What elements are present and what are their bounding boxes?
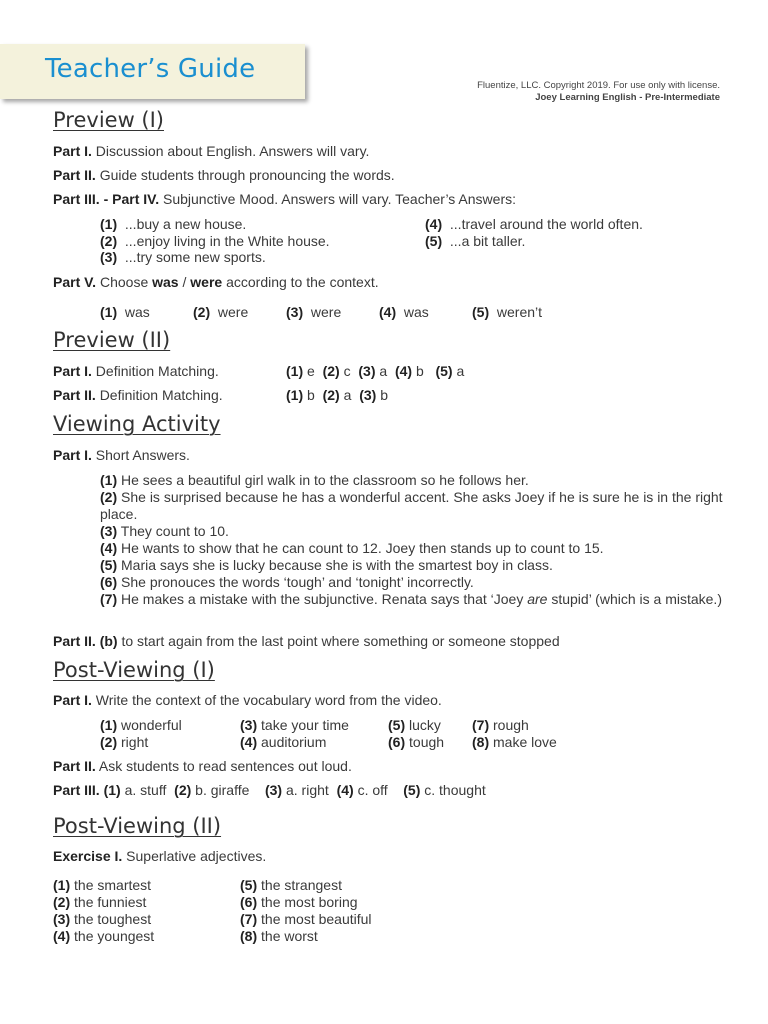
list-item: (5) Maria says she is lucky because she is with the smartest boy in class.	[100, 557, 553, 573]
list-item: (1) was	[100, 304, 150, 320]
viewing-answers	[100, 472, 730, 608]
list-item: (1) wonderful	[100, 717, 182, 733]
course-name: Joey Learning English - Pre-Intermediate	[535, 92, 720, 103]
preview2-part1: Part I. Definition Matching.	[53, 363, 219, 379]
page-title: Teacher’s Guide	[45, 54, 256, 84]
preview1-part1: Part I. Discussion about English. Answers will vary.	[53, 143, 370, 159]
list-item: (5) the strangest	[240, 877, 342, 893]
list-item: (5) weren’t	[472, 304, 543, 320]
list-item: (7) the most beautiful	[240, 911, 372, 927]
list-item: (4) auditorium	[240, 734, 327, 750]
copyright-block	[477, 80, 720, 104]
list-item: (3) were	[286, 304, 342, 320]
list-item: (2) the funniest	[53, 894, 147, 910]
list-item: (2) were	[193, 304, 249, 320]
list-item: (5) lucky	[388, 717, 441, 733]
list-item: (2) right	[100, 734, 149, 750]
heading-preview-2: Preview (II)	[53, 328, 171, 352]
preview2-part2: Part II. Definition Matching.	[53, 387, 223, 403]
list-item: (4) was	[379, 304, 429, 320]
list-item: (2) She is surprised because he has a wonderful accent. She asks Joey if he is sure he is in the right place.	[100, 489, 723, 522]
list-item: (3) They count to 10.	[100, 523, 229, 539]
post1-part3: Part III. (1) a. stuff (2) b. giraffe (3) a. right (4) c. off (5) c. thought	[53, 782, 486, 798]
list-item: (4) He wants to show that he can count to 12. Joey then stands up to count to 15.	[100, 540, 604, 556]
heading-post-viewing-2: Post-Viewing (II)	[53, 814, 222, 838]
heading-preview-1: Preview (I)	[53, 108, 164, 132]
list-item: (6) She pronouces the words ‘tough’ and ‘tonight’ incorrectly.	[100, 574, 474, 590]
list-item: (4) ...travel around the world often.	[425, 216, 643, 232]
list-item: (1) ...buy a new house.	[100, 216, 247, 232]
list-item: (7) He makes a mistake with the subjunctive. Renata says that ‘Joey are stupid’ (which is a mistake.)	[100, 591, 722, 607]
post1-part2: Part II. Ask students to read sentences out loud.	[53, 758, 352, 774]
list-item: (3) ...try some new sports.	[100, 249, 266, 265]
list-item: (6) tough	[388, 734, 445, 750]
list-item: (3) take your time	[240, 717, 349, 733]
list-item: (1) the smartest	[53, 877, 152, 893]
list-item: (5) ...a bit taller.	[425, 233, 526, 249]
list-item: (7) rough	[472, 717, 529, 733]
header-banner	[0, 44, 305, 99]
list-item: (2) ...enjoy living in the White house.	[100, 233, 330, 249]
list-item: (1) He sees a beautiful girl walk in to the classroom so he follows her.	[100, 472, 529, 488]
preview1-part5: Part V. Choose was / were according to the context.	[53, 274, 379, 290]
preview2-part1-answers: (1) e (2) c (3) a (4) b (5) a	[286, 363, 465, 379]
post2-exercise1: Exercise I. Superlative adjectives.	[53, 848, 267, 864]
list-item: (8) the worst	[240, 928, 318, 944]
viewing-part2: Part II. (b) to start again from the last point where something or someone stopped	[53, 633, 560, 649]
list-item: (8) make love	[472, 734, 557, 750]
preview2-part2-answers: (1) b (2) a (3) b	[286, 387, 388, 403]
list-item: (6) the most boring	[240, 894, 358, 910]
list-item: (3) the toughest	[53, 911, 152, 927]
preview1-part3-4: Part III. - Part IV. Subjunctive Mood. Answers will vary. Teacher’s Answers:	[53, 191, 516, 207]
list-item: (4) the youngest	[53, 928, 155, 944]
preview1-part2: Part II. Guide students through pronouncing the words.	[53, 167, 395, 183]
heading-post-viewing-1: Post-Viewing (I)	[53, 658, 215, 682]
heading-viewing-activity: Viewing Activity	[53, 412, 221, 436]
post1-part1: Part I. Write the context of the vocabulary word from the video.	[53, 692, 442, 708]
viewing-part1: Part I. Short Answers.	[53, 447, 190, 463]
copyright-text: Fluentize, LLC. Copyright 2019. For use only with license.	[477, 80, 720, 91]
